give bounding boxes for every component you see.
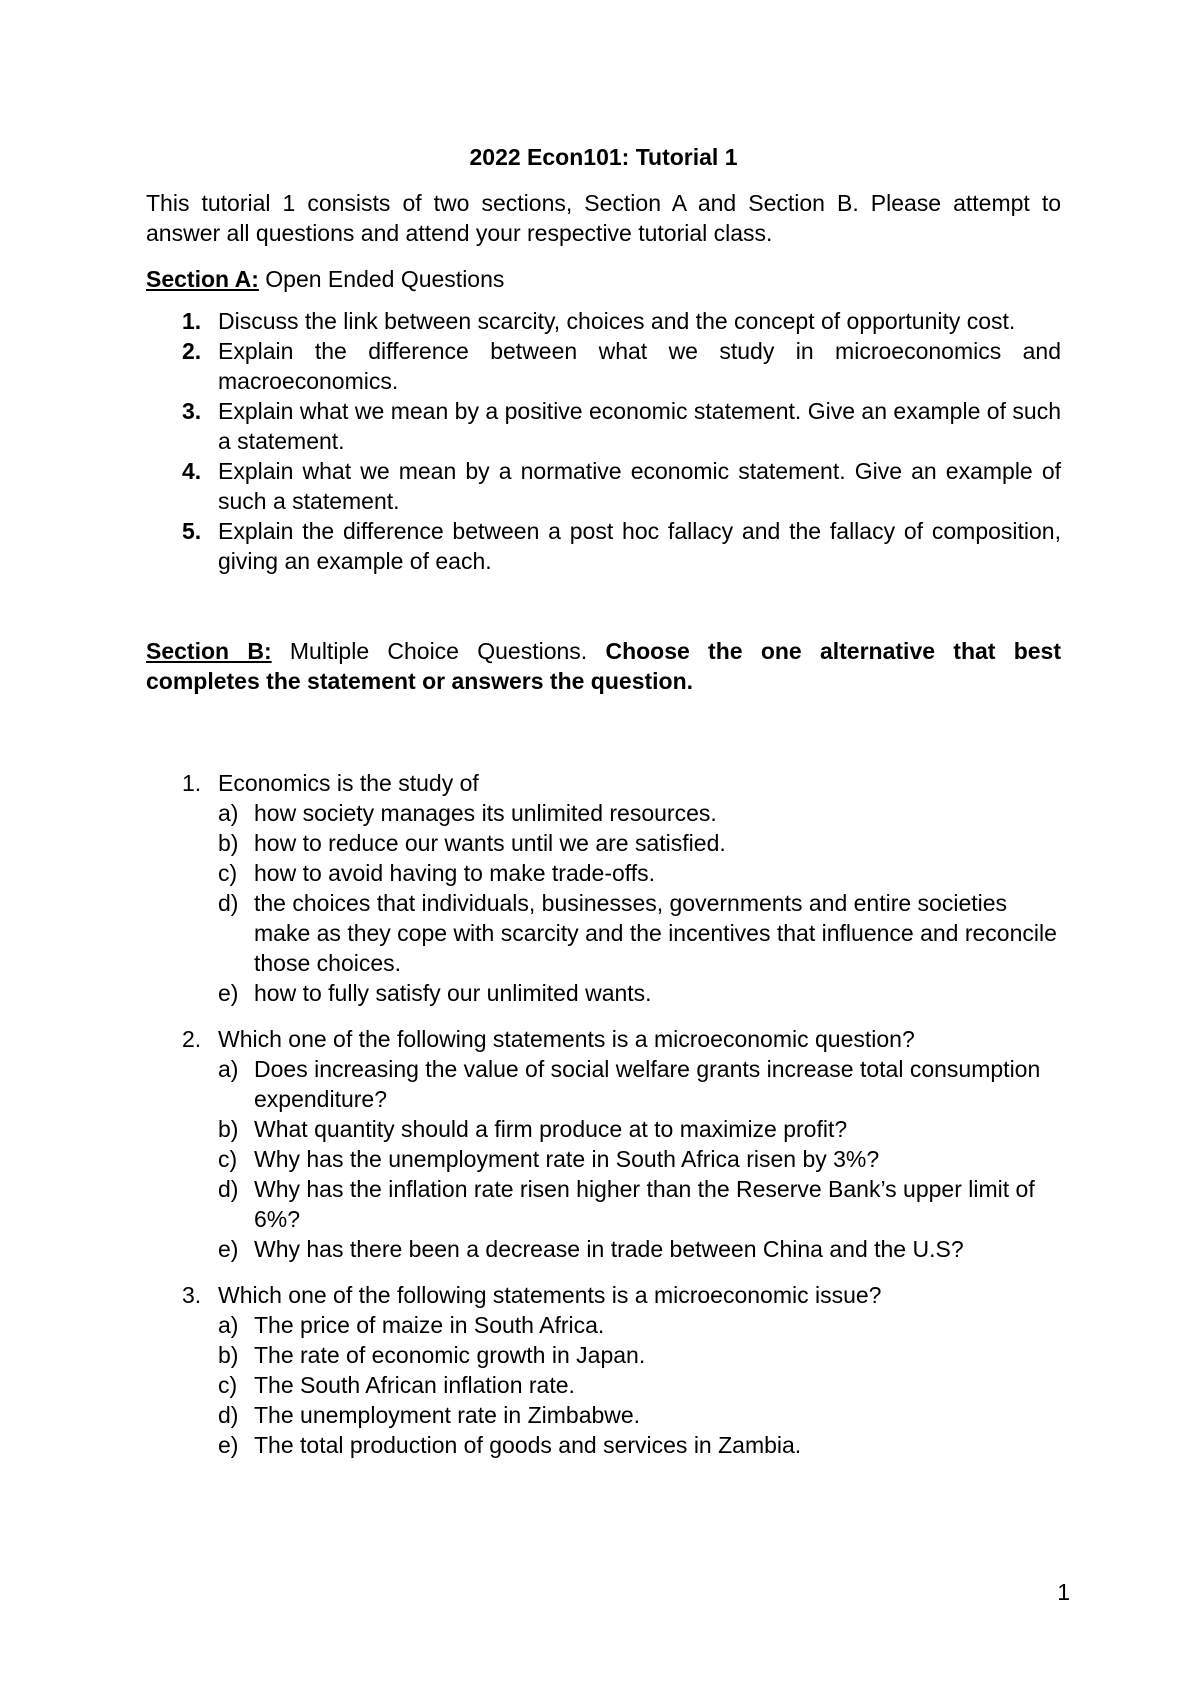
section-b-title: Multiple Choice Questions. — [271, 638, 606, 664]
mc-option-letter: e) — [218, 1432, 239, 1458]
mc-option-letter: a) — [218, 1056, 239, 1082]
mc-option — [146, 888, 1061, 978]
mc-option-letter: e) — [218, 980, 239, 1006]
mc-question-text: Which one of the following statements is a microeconomic issue? — [218, 1282, 882, 1308]
page-number: 1 — [1057, 1579, 1070, 1605]
mc-option — [146, 1370, 1061, 1400]
mc-question-text: Economics is the study of — [218, 770, 479, 796]
mc-option — [146, 1174, 1061, 1234]
document-page — [146, 142, 1061, 1476]
mc-option-text: The total production of goods and services in Zambia. — [254, 1432, 802, 1458]
mc-option — [146, 828, 1061, 858]
mc-option-text: how to avoid having to make trade-offs. — [254, 860, 656, 886]
open-question — [146, 516, 1061, 576]
mc-question — [146, 1280, 1061, 1460]
mc-option — [146, 1054, 1061, 1114]
mc-option-letter: b) — [218, 1116, 239, 1142]
open-question — [146, 456, 1061, 516]
mc-options — [146, 798, 1061, 1008]
section-b-heading — [146, 636, 1061, 696]
mc-option-letter: b) — [218, 830, 239, 856]
mc-option-letter: d) — [218, 1176, 239, 1202]
mc-option-letter: a) — [218, 1312, 239, 1338]
mc-question — [146, 768, 1061, 1008]
open-question-number: 2. — [182, 338, 202, 364]
mc-question-number: 2. — [182, 1026, 202, 1052]
mc-option — [146, 1114, 1061, 1144]
open-question-number: 1. — [182, 308, 202, 334]
mc-option — [146, 1310, 1061, 1340]
open-question-number: 3. — [182, 398, 202, 424]
mc-question — [146, 1024, 1061, 1264]
document-title: 2022 Econ101: Tutorial 1 — [469, 144, 738, 170]
mc-option-letter: e) — [218, 1236, 239, 1262]
open-question-text: Explain what we mean by a positive economic statement. Give an example of such a statement. — [218, 398, 1061, 454]
mc-option-letter: b) — [218, 1342, 239, 1368]
mc-options — [146, 1054, 1061, 1264]
open-question — [146, 396, 1061, 456]
mc-option-text: The unemployment rate in Zimbabwe. — [254, 1402, 641, 1428]
mc-option-letter: c) — [218, 1146, 238, 1172]
open-question-text: Explain the difference between what we study in microeconomics and macroeconomics. — [218, 338, 1061, 394]
open-question-text: Explain the difference between a post hoc fallacy and the fallacy of composition, giving an example of each. — [218, 518, 1061, 574]
mc-option — [146, 1400, 1061, 1430]
mc-option-letter: c) — [218, 860, 238, 886]
open-question — [146, 306, 1061, 336]
mc-option-letter: a) — [218, 800, 239, 826]
open-questions-list — [146, 306, 1061, 576]
mc-option-text: how to reduce our wants until we are satisfied. — [254, 830, 726, 856]
mc-option-text: Why has there been a decrease in trade between China and the U.S? — [254, 1236, 964, 1262]
open-question-text: Explain what we mean by a normative economic statement. Give an example of such a statement. — [218, 458, 1061, 514]
section-a-title: Open Ended Questions — [258, 266, 505, 292]
mc-option-text: What quantity should a firm produce at to maximize profit? — [254, 1116, 848, 1142]
mc-option-text: The South African inflation rate. — [254, 1372, 575, 1398]
section-a-label: Section A: — [146, 266, 259, 292]
mc-option-text: Why has the inflation rate risen higher than the Reserve Bank’s upper limit of 6%? — [254, 1176, 1035, 1232]
mc-question-text: Which one of the following statements is a microeconomic question? — [218, 1026, 915, 1052]
open-question-number: 4. — [182, 458, 202, 484]
mc-option-text: The price of maize in South Africa. — [254, 1312, 605, 1338]
mc-option-letter: c) — [218, 1372, 238, 1398]
open-question — [146, 336, 1061, 396]
mc-option-text: how to fully satisfy our unlimited wants. — [254, 980, 652, 1006]
intro-paragraph: This tutorial 1 consists of two sections, Section A and Section B. Please attempt to answer all questions and attend your respective tutorial class. — [146, 190, 1061, 246]
mc-option-text: Does increasing the value of social welfare grants increase total consumption expenditure? — [254, 1056, 1041, 1112]
section-b-instruction: Choose the one alternative that best completes the statement or answers the question. — [146, 638, 1061, 694]
mc-option-text: Why has the unemployment rate in South Africa risen by 3%? — [254, 1146, 880, 1172]
mc-option — [146, 1340, 1061, 1370]
mc-option — [146, 1430, 1061, 1460]
open-question-text: Discuss the link between scarcity, choices and the concept of opportunity cost. — [218, 308, 1016, 334]
mc-option-text: the choices that individuals, businesses, governments and entire societies make as they cope with scarcity and the incentives that influence and reconcile those choices. — [254, 890, 1057, 976]
mc-option-text: how society manages its unlimited resources. — [254, 800, 717, 826]
mc-question-number: 1. — [182, 770, 202, 796]
mc-option — [146, 1234, 1061, 1264]
open-question-number: 5. — [182, 518, 202, 544]
section-a-heading — [146, 264, 1061, 294]
mc-option — [146, 978, 1061, 1008]
mc-option-letter: d) — [218, 890, 239, 916]
mc-question-number: 3. — [182, 1282, 202, 1308]
section-b-label: Section B: — [146, 638, 272, 664]
mc-option-letter: d) — [218, 1402, 239, 1428]
mc-option — [146, 1144, 1061, 1174]
mc-options — [146, 1310, 1061, 1460]
mc-option — [146, 858, 1061, 888]
mc-option — [146, 798, 1061, 828]
mc-option-text: The rate of economic growth in Japan. — [254, 1342, 646, 1368]
